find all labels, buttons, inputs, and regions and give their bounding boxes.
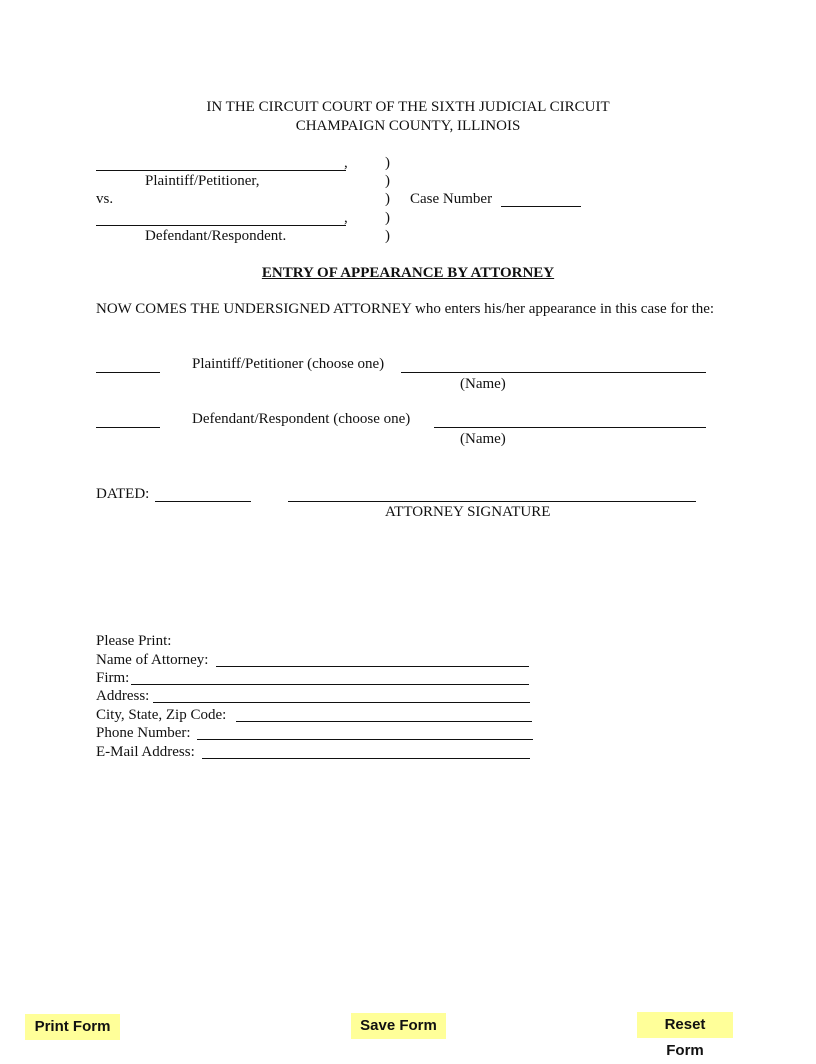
city-state-zip-field[interactable] <box>236 721 532 722</box>
caption-paren: ) <box>385 228 390 244</box>
defendant-comma: , <box>344 210 348 226</box>
attorney-signature-field[interactable] <box>288 501 696 502</box>
address-label: Address: <box>96 688 150 704</box>
print-form-button[interactable]: Print Form <box>25 1014 120 1040</box>
phone-number-field[interactable] <box>197 739 533 740</box>
caption-paren: ) <box>385 173 390 189</box>
name-caption: (Name) <box>460 431 506 447</box>
email-address-field[interactable] <box>202 758 530 759</box>
county-name: CHAMPAIGN COUNTY, ILLINOIS <box>295 118 521 134</box>
defendant-option-label: Defendant/Respondent (choose one) <box>192 411 411 427</box>
plaintiff-name-field[interactable] <box>96 170 346 171</box>
city-state-zip-label: City, State, Zip Code: <box>96 707 227 723</box>
please-print-label: Please Print: <box>96 633 172 649</box>
name-caption: (Name) <box>460 376 506 392</box>
plaintiff-option-label: Plaintiff/Petitioner (choose one) <box>192 356 385 372</box>
address-field[interactable] <box>153 702 530 703</box>
case-number-field[interactable] <box>501 206 581 207</box>
save-form-button[interactable]: Save Form <box>351 1013 446 1039</box>
plaintiff-choice-field[interactable] <box>96 372 160 373</box>
attorney-name-field[interactable] <box>216 666 529 667</box>
intro-text: NOW COMES THE UNDERSIGNED ATTORNEY who enters his/her appearance in this case for the: <box>96 301 715 317</box>
defendant-party-name-field[interactable] <box>434 427 706 428</box>
attorney-name-label: Name of Attorney: <box>96 652 209 668</box>
caption-paren: ) <box>385 191 390 207</box>
plaintiff-label: Plaintiff/Petitioner, <box>145 173 260 189</box>
caption-paren: ) <box>385 155 390 171</box>
case-number-label: Case Number <box>410 191 493 207</box>
defendant-name-field[interactable] <box>96 225 346 226</box>
dated-label: DATED: <box>96 486 150 502</box>
vs-label: vs. <box>96 191 114 207</box>
email-address-label: E-Mail Address: <box>96 744 195 760</box>
firm-label: Firm: <box>96 670 130 686</box>
attorney-signature-label: ATTORNEY SIGNATURE <box>385 504 551 520</box>
plaintiff-party-name-field[interactable] <box>401 372 706 373</box>
date-field[interactable] <box>155 501 251 502</box>
court-name: IN THE CIRCUIT COURT OF THE SIXTH JUDICIAL CIRCUIT <box>206 99 610 115</box>
reset-form-button[interactable]: Reset Form <box>637 1012 733 1038</box>
firm-field[interactable] <box>131 684 529 685</box>
defendant-choice-field[interactable] <box>96 427 160 428</box>
caption-paren: ) <box>385 210 390 226</box>
plaintiff-comma: , <box>344 155 348 171</box>
document-title: ENTRY OF APPEARANCE BY ATTORNEY <box>261 265 555 281</box>
phone-number-label: Phone Number: <box>96 725 191 741</box>
defendant-label: Defendant/Respondent. <box>145 228 287 244</box>
